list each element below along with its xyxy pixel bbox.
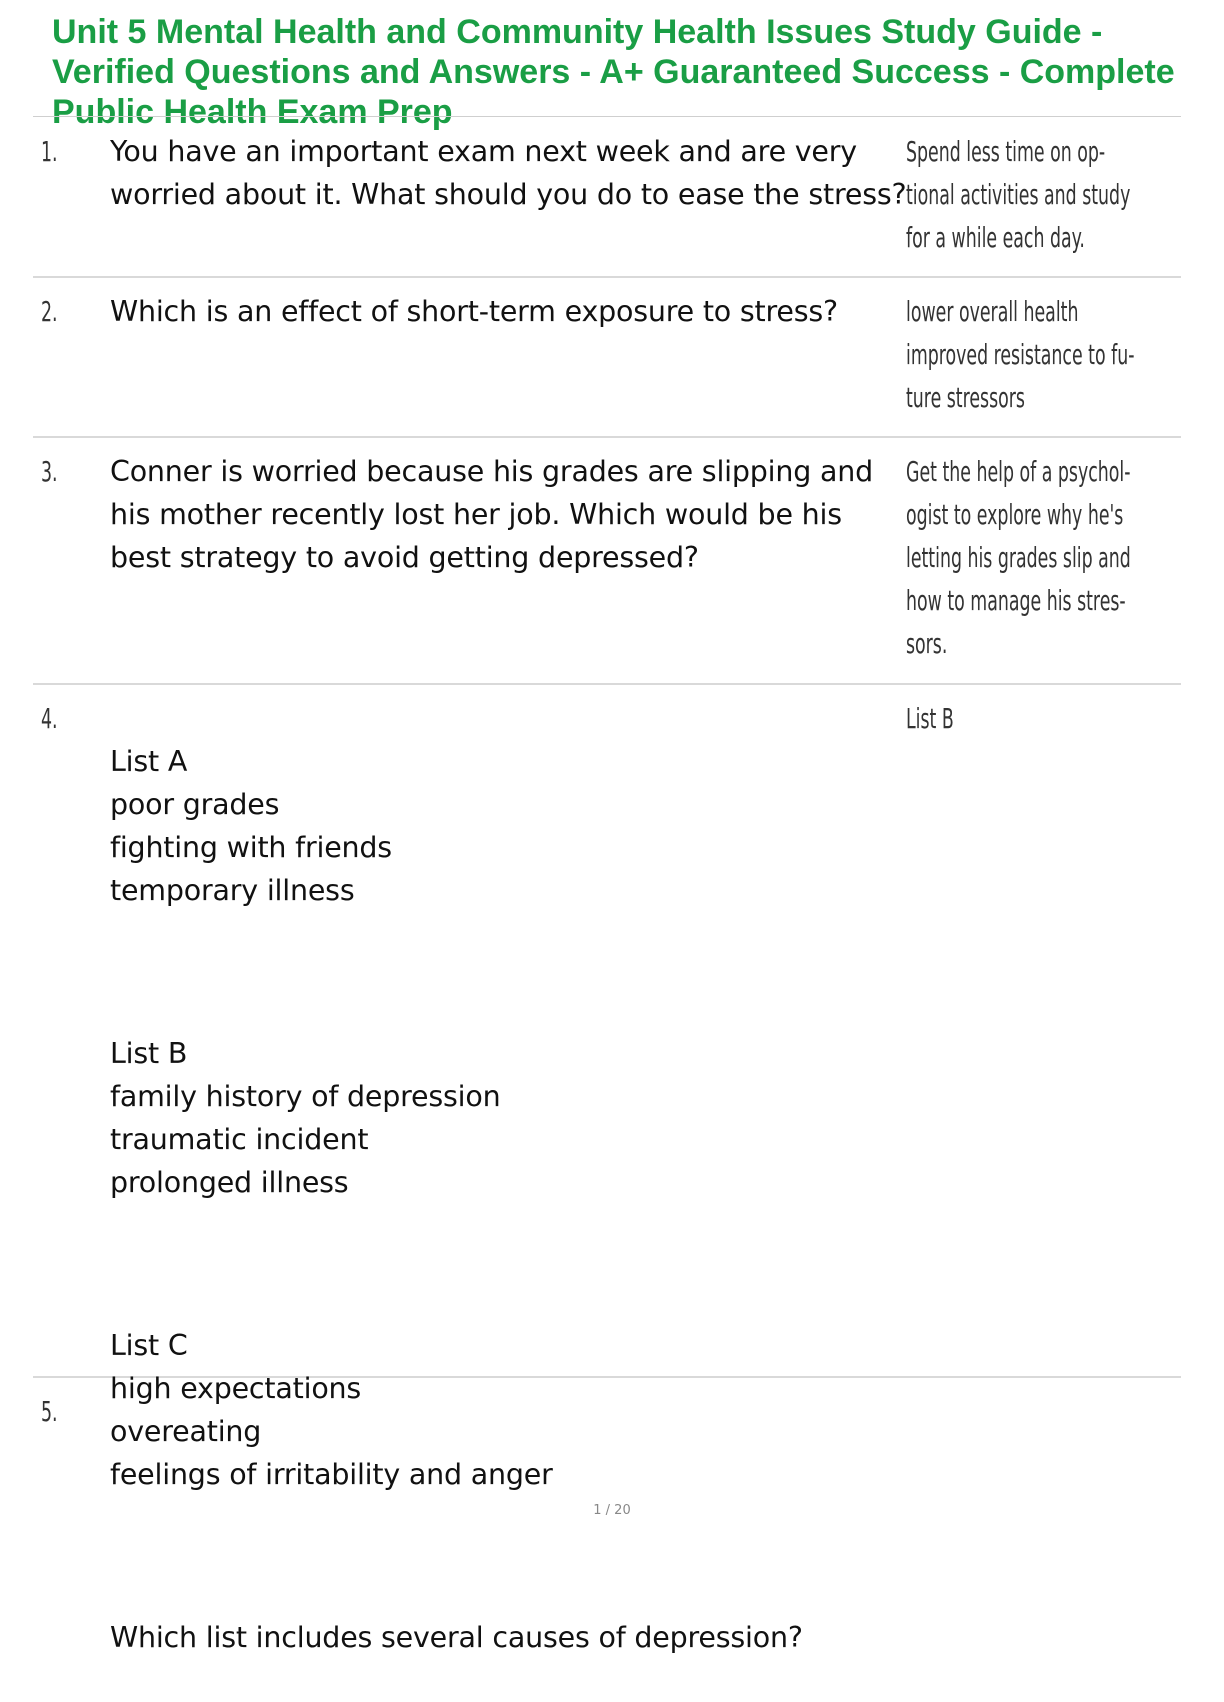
question-text: Which is an effect of short-term exposure to stress? bbox=[110, 295, 838, 328]
question-text: Which list includes several causes of depression? bbox=[110, 1621, 803, 1654]
question-row-3 bbox=[33, 450, 1181, 685]
list-b: List B family history of depression traumatic incident prolonged illness bbox=[110, 1037, 501, 1199]
question-row-5 bbox=[33, 1390, 1181, 1450]
question-number: 4. bbox=[41, 702, 58, 735]
answer-text: Get the help of a psychol- ogist to explore why he's letting his grades slip and how to manage his stres- sors. bbox=[906, 455, 1131, 660]
question-row-2 bbox=[33, 290, 1181, 438]
list-c: List C high expectations overeating feelings of irritability and anger bbox=[110, 1329, 553, 1491]
answer-text: List B bbox=[906, 702, 954, 735]
title-divider bbox=[33, 116, 1181, 117]
page-indicator: 1 / 20 bbox=[593, 1503, 631, 1518]
question-number: 2. bbox=[41, 295, 58, 328]
question-row-1 bbox=[33, 130, 1181, 278]
question-number: 1. bbox=[41, 135, 58, 168]
question-number: 5. bbox=[41, 1395, 58, 1428]
question-number: 3. bbox=[41, 455, 58, 488]
question-text: You have an important exam next week and are very worried about it. What should you do to ease the stress? bbox=[110, 135, 907, 211]
document-title: Unit 5 Mental Health and Community Health Issues Study Guide - Verified Questions and Answers - A+ Guaranteed Success - Complete Public Health Exam Prep bbox=[52, 13, 1175, 131]
question-lists bbox=[110, 697, 910, 1702]
question-text: Conner is worried because his grades are slipping and his mother recently lost her job. Which would be his best strategy to avoid getting depressed? bbox=[110, 455, 874, 574]
list-a: List A poor grades fighting with friends temporary illness bbox=[110, 745, 392, 907]
answer-text: Spend less time on op- tional activities and study for a while each day. bbox=[906, 135, 1131, 254]
answer-text: lower overall health improved resistance to fu- ture stressors bbox=[906, 295, 1135, 414]
